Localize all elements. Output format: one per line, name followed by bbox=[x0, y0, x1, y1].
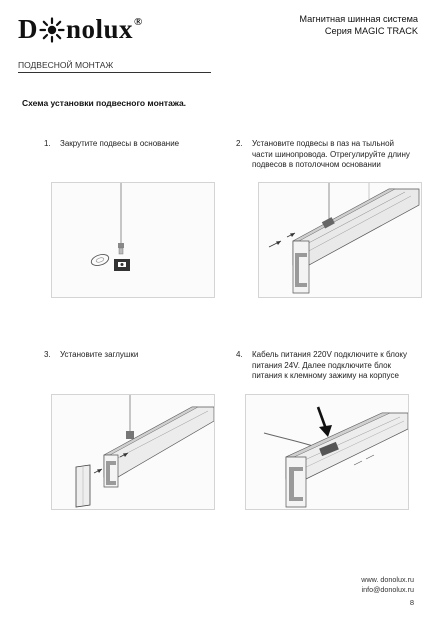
step-text: Установите заглушки bbox=[60, 350, 139, 359]
illustration-step-2 bbox=[258, 182, 422, 298]
section-label: ПОДВЕСНОЙ МОНТАЖ bbox=[18, 60, 114, 70]
sun-icon bbox=[39, 17, 65, 43]
step-3 bbox=[44, 350, 222, 361]
power-connection-illustration bbox=[246, 395, 408, 509]
registered-mark: ® bbox=[134, 15, 143, 28]
illustration-step-4 bbox=[245, 394, 409, 510]
step-1 bbox=[44, 139, 222, 150]
suspension-cable-illustration bbox=[52, 183, 214, 297]
step-4 bbox=[236, 350, 414, 382]
scheme-title: Схема установки подвесного монтажа. bbox=[22, 98, 187, 108]
end-cap-illustration bbox=[52, 395, 214, 509]
logo-word: nolux bbox=[66, 14, 134, 44]
illustration-step-1 bbox=[51, 182, 215, 298]
logo-letter-d: D bbox=[18, 14, 38, 44]
illustration-step-3 bbox=[51, 394, 215, 510]
page-number: 8 bbox=[409, 598, 414, 607]
email-link[interactable]: info@donolux.ru bbox=[361, 584, 414, 594]
brand-logo bbox=[18, 14, 143, 45]
track-slot-illustration bbox=[259, 183, 421, 297]
step-text: Установите подвесы в паз на тыльной части шинопровода. Отрегулируйте длину подвесов в потолочном основании bbox=[252, 139, 410, 169]
step-text: Закрутите подвесы в основание bbox=[60, 139, 180, 148]
contact-info bbox=[361, 575, 414, 594]
step-number: 4. bbox=[236, 350, 243, 359]
header-title bbox=[299, 13, 418, 37]
section-divider bbox=[18, 72, 211, 73]
step-number: 2. bbox=[236, 139, 243, 148]
step-number: 1. bbox=[44, 139, 51, 148]
website-link[interactable]: www. donolux.ru bbox=[361, 575, 414, 584]
series-title: Серия MAGIC TRACK bbox=[324, 26, 418, 36]
step-number: 3. bbox=[44, 350, 51, 359]
system-title: Магнитная шинная система bbox=[299, 14, 418, 24]
step-2 bbox=[236, 139, 414, 171]
step-text: Кабель питания 220V подключите к блоку питания 24V. Далее подключите блок питания к клемному зажиму на корпусе bbox=[252, 350, 407, 380]
